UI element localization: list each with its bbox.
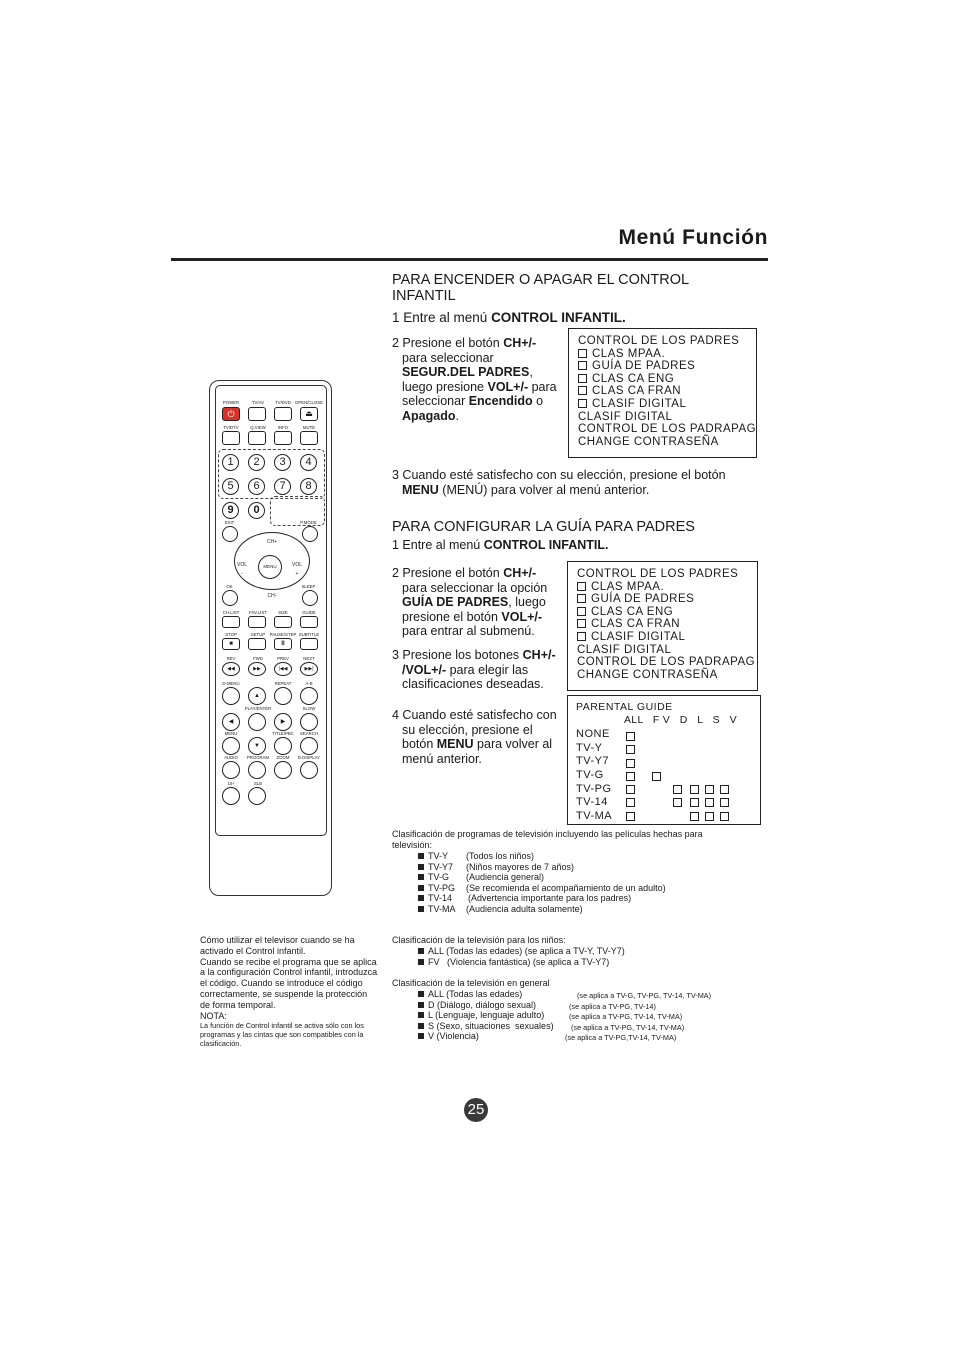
prev-button[interactable] <box>274 662 292 676</box>
title-rule <box>171 258 768 261</box>
key-label: PREV <box>277 656 289 661</box>
menu-item: CLAS CA ENG <box>577 606 757 619</box>
key-label: TITLE/PBC <box>272 731 294 736</box>
menu-item: CLASIF DIGITAL <box>578 410 673 423</box>
key-label: Q.VIEW <box>250 425 266 430</box>
rating-row-label: TV-G <box>576 769 604 781</box>
parental-control-menu-1 <box>568 328 757 458</box>
key-label: POWER <box>222 400 240 405</box>
remote-control <box>209 380 332 896</box>
list-item: ALL (Todas las edades) (se aplica a TV-Y, TV-Y7) <box>418 946 625 957</box>
d-menu-button[interactable] <box>222 687 240 705</box>
page-title: Menú Función <box>618 226 768 249</box>
key-label: SEARCH <box>300 731 318 736</box>
list-item-note: (se aplica a TV-PG, TV-14, TV-MA) <box>569 1012 683 1021</box>
slb-button[interactable] <box>248 787 266 805</box>
menu-item: CHANGE CONTRASEÑA <box>577 668 718 681</box>
key-label: NEXT <box>303 656 315 661</box>
setup-button[interactable] <box>248 638 266 650</box>
key-label: TV/AV <box>251 400 265 405</box>
list-item: ALL (Todas las edades) <box>418 989 522 1000</box>
menu-item: CLASIF DIGITAL <box>577 643 672 656</box>
key-label: SLOW <box>302 706 316 711</box>
list-item: TV-PG (Se recomienda el acompañamiento de un adulto) <box>418 883 666 894</box>
tv-av-button[interactable] <box>248 407 266 421</box>
tv-dtv-button[interactable] <box>222 431 240 445</box>
rating-checkbox <box>673 785 682 794</box>
digit-2-button[interactable]: 2 <box>248 454 265 471</box>
menu-item: CLAS CA FRAN <box>578 385 756 398</box>
sleep-button[interactable] <box>302 590 318 606</box>
rating-checkbox <box>626 798 635 807</box>
rating-checkbox <box>720 812 729 821</box>
key-label: FWD <box>253 656 263 661</box>
ten-plus-button[interactable] <box>222 787 240 805</box>
rating-checkbox <box>626 785 635 794</box>
arrow-left-icon: ◀ <box>228 719 234 725</box>
key-label: P.MODE <box>300 520 317 525</box>
key-label: OK <box>226 584 233 589</box>
list-item: L (Lenguaje, lenguaje adulto) <box>418 1010 544 1021</box>
parental-guide-columns: ALL F V D L S V <box>624 714 737 726</box>
section2-step4: 4 Cuando esté satisfecho con su elección, presione el botón MENU para volver al menú anterior. <box>392 708 557 766</box>
vol-down-button[interactable]: VOL <box>236 562 247 568</box>
rating-row-label: TV-MA <box>576 810 613 822</box>
next-button[interactable] <box>300 662 318 676</box>
rating-checkbox <box>690 798 699 807</box>
key-label: ZOOM <box>276 755 290 760</box>
list-item: TV-Y7 (Niños mayores de 7 años) <box>418 862 574 873</box>
ch-up-button[interactable]: CH+ <box>266 539 278 545</box>
digit-0-button[interactable]: 0 <box>248 502 265 519</box>
rating-checkbox <box>626 732 635 741</box>
section2-heading: PARA CONFIGURAR LA GUÍA PARA PADRES <box>392 519 695 535</box>
rating-checkbox <box>705 812 714 821</box>
key-label: FAV.LIST <box>249 610 267 615</box>
pause-icon: II <box>281 641 285 647</box>
rating-row-label: NONE <box>576 728 610 740</box>
rating-row-label: TV-Y <box>576 742 603 754</box>
key-label: PROGRAM <box>246 755 270 760</box>
right-button[interactable] <box>274 713 292 731</box>
up-button[interactable] <box>248 687 266 705</box>
rating-checkbox <box>690 785 699 794</box>
tv-dvd-button[interactable] <box>274 407 292 421</box>
menu-item: CLASIF DIGITAL <box>577 631 757 644</box>
key-label: REV <box>226 656 236 661</box>
key-label: PLAY/ENTER <box>244 706 272 711</box>
parental-guide-title: PARENTAL GUIDE <box>576 701 673 713</box>
vol-minus-mark: - <box>241 571 243 577</box>
menu-item: CLAS CA ENG <box>578 373 756 386</box>
subtitle-button[interactable] <box>300 638 318 650</box>
key-label: SETUP <box>250 632 266 637</box>
key-label: INFO <box>277 425 289 430</box>
arrow-down-icon: ▼ <box>254 743 260 749</box>
info-button[interactable] <box>274 431 292 445</box>
menu-item: CLAS MPAA. <box>578 348 756 361</box>
down-button[interactable] <box>248 737 266 755</box>
list-item: V (Violencia) <box>418 1031 479 1042</box>
open-close-button[interactable] <box>300 407 318 421</box>
key-label: TV/DTV <box>223 425 239 430</box>
section1-heading: PARA ENCENDER O APAGAR EL CONTROL INFANTIL <box>392 272 689 304</box>
section2-step1: 1 Entre al menú CONTROL INFANTIL. <box>392 538 609 552</box>
parental-control-menu-2 <box>567 561 758 691</box>
zoom-button[interactable] <box>274 761 292 779</box>
section1-step1: 1 Entre al menú CONTROL INFANTIL. <box>392 310 626 325</box>
digit-8-button[interactable]: 8 <box>300 478 317 495</box>
d-display-button[interactable] <box>300 761 318 779</box>
vol-plus-mark: + <box>295 571 299 577</box>
key-label: CH.LIST <box>222 610 240 615</box>
guide-button[interactable] <box>300 616 318 628</box>
rating-checkbox <box>626 812 635 821</box>
section2-step2: 2 Presione el botón CH+/- para seleccionar la opción GUÍA DE PADRES, luego presione el botón VOL+/- para entrar al submenú. <box>392 566 548 638</box>
mute-button[interactable] <box>300 431 318 445</box>
menu-item: CLAS CA FRAN <box>577 618 757 631</box>
key-label: AUDIO <box>224 755 238 760</box>
program-button[interactable] <box>248 761 266 779</box>
list-item: TV-14 (Advertencia importante para los padres) <box>418 893 631 904</box>
rating-checkbox <box>720 785 729 794</box>
fav-list-button[interactable] <box>248 616 266 628</box>
play-enter-button[interactable] <box>248 713 266 731</box>
a-b-button[interactable] <box>300 687 318 705</box>
menu-item: GUÍA DE PADRES <box>578 360 756 373</box>
digit-5-button[interactable]: 5 <box>222 478 239 495</box>
arrow-right-icon: ▶ <box>280 719 286 725</box>
rating-checkbox <box>720 798 729 807</box>
rating-row-label: TV-Y7 <box>576 755 610 767</box>
audio-button[interactable] <box>222 761 240 779</box>
rating-checkbox <box>690 812 699 821</box>
left-button[interactable] <box>222 713 240 731</box>
stop-icon: ■ <box>229 641 233 647</box>
digit-7-button[interactable]: 7 <box>274 478 291 495</box>
ok-button[interactable] <box>222 590 238 606</box>
key-label: GUIDE <box>302 610 316 615</box>
stop-button[interactable] <box>222 638 240 650</box>
key-label: 10+ <box>227 781 235 786</box>
parental-guide-grid <box>567 695 761 825</box>
search-button[interactable] <box>300 737 318 755</box>
menu-item: CLASIF DIGITAL <box>578 398 756 411</box>
ch-down-button[interactable]: CH- <box>267 593 277 599</box>
key-label: SUBTITLE <box>298 632 320 637</box>
key-label: MUTE <box>302 425 316 430</box>
menu-title: CONTROL DE LOS PADRES <box>577 568 739 580</box>
menu-item: CHANGE CONTRASEÑA <box>578 435 719 448</box>
rating-checkbox <box>626 772 635 781</box>
rewind-icon: ◀◀ <box>227 666 235 672</box>
rev-button[interactable] <box>222 662 240 676</box>
digit-9-button[interactable]: 9 <box>222 502 239 519</box>
digit-1-button[interactable]: 1 <box>222 454 239 471</box>
menu-item: CONTROL DE LOS PADRAPAG <box>577 656 756 669</box>
page-number: 25 <box>464 1098 488 1122</box>
list-item-note: (se aplica a TV-PG,TV-14, TV-MA) <box>565 1033 677 1042</box>
key-label: SLB <box>253 781 263 786</box>
pause-step-button[interactable] <box>274 638 292 650</box>
p-mode-button[interactable] <box>302 526 318 542</box>
key-label: OPEN/CLOSE <box>295 400 323 405</box>
key-label: EXIT <box>224 520 235 525</box>
key-label: TV/DVD <box>275 400 291 405</box>
list-item: TV-Y (Todos los niños) <box>418 851 534 862</box>
rating-checkbox <box>673 798 682 807</box>
list-item-note: (se aplica a TV-PG, TV-14) <box>569 1001 656 1011</box>
ratings-tv-intro: Clasificación de programas de televisión incluyendo las películas hechas para televisión: <box>392 829 703 850</box>
list-item: D (Diálogo, diálogo sexual) <box>418 1000 536 1011</box>
power-icon: ⏻ <box>227 409 235 419</box>
section1-step2: 2 Presione el botón CH+/- para seleccionar SEGUR.DEL PADRES, luego presione VOL+/- para seleccionar Encendido o Apagado. <box>392 336 557 423</box>
list-item: FV (Violencia fantástica) (se aplica a TV-Y7) <box>418 957 609 968</box>
key-label: REPEAT <box>274 681 292 686</box>
arrow-up-icon: ▲ <box>254 693 260 699</box>
rating-checkbox <box>705 798 714 807</box>
ratings-general-intro: Clasificación de la televisión en general <box>392 978 550 988</box>
key-label: D-MENU <box>222 681 240 686</box>
rating-checkbox <box>626 745 635 754</box>
ratings-kids-list <box>418 946 718 970</box>
title-pbc-button[interactable] <box>274 737 292 755</box>
list-item: TV-G (Audiencia general) <box>418 872 544 883</box>
digit-4-button[interactable]: 4 <box>300 454 317 471</box>
ratings-kids-intro: Clasificación de la televisión para los niños: <box>392 935 566 945</box>
list-item: S (Sexo, situaciones sexuales) <box>418 1021 554 1032</box>
list-item-note: (se aplica a TV-G, TV-PG, TV-14, TV-MA) <box>577 991 712 1000</box>
eject-icon: ⏏ <box>305 409 313 418</box>
rating-row-label: TV-14 <box>576 796 608 808</box>
digit-6-button[interactable]: 6 <box>248 478 265 495</box>
side-note: Cómo utilizar el televisor cuando se ha activado el Control infantil. Cuando se recibe el programa que se aplica a la configuración Control infantil, introduzca el código. Cuando se introduce el código correctamente, se suspende la protección de forma temporal. NOTA: La función de Control infantil se activa sólo con los programas y las cintas que son compatibles con la clasificación. <box>200 935 378 1049</box>
q-view-button[interactable] <box>248 431 266 445</box>
next-icon: ▶▶| <box>304 666 314 672</box>
ratings-general-list <box>418 989 748 1045</box>
vol-up-button[interactable]: VOL <box>291 562 302 568</box>
ch-list-button[interactable] <box>222 616 240 628</box>
menu-center-button[interactable]: MENU <box>258 555 282 579</box>
key-label: SLEEP <box>301 584 316 589</box>
slow-button[interactable] <box>300 713 318 731</box>
digit-3-button[interactable]: 3 <box>274 454 291 471</box>
power-button[interactable] <box>222 407 240 421</box>
section1-step3: 3 Cuando esté satisfecho con su elección, presione el botón MENU (MENÚ) para volver al menú anterior. <box>392 468 726 497</box>
ratings-tv-list <box>418 851 718 917</box>
list-item: TV-MA (Audiencia adulta solamente) <box>418 904 583 915</box>
menu-item: CONTROL DE LOS PADRAPAG <box>578 423 757 436</box>
repeat-button[interactable] <box>274 687 292 705</box>
key-label: PAUSE/STEP <box>269 632 297 637</box>
menu-item: GUÍA DE PADRES <box>577 593 757 606</box>
fwd-button[interactable] <box>248 662 266 676</box>
key-label: MENU <box>224 731 238 736</box>
rating-checkbox <box>652 772 661 781</box>
rating-row-label: TV-PG <box>576 783 612 795</box>
key-label: STOP <box>225 632 237 637</box>
menu-button[interactable] <box>222 737 240 755</box>
size-button[interactable] <box>274 616 292 628</box>
rating-checkbox <box>705 785 714 794</box>
fast-forward-icon: ▶▶ <box>253 666 261 672</box>
menu-title: CONTROL DE LOS PADRES <box>578 335 740 347</box>
section2-step3: 3 Presione los botones CH+/- /VOL+/- para elegir las clasificaciones deseadas. <box>392 648 556 691</box>
key-label: D.DISPLAY <box>297 755 321 760</box>
key-label: SIZE <box>278 610 288 615</box>
exit-button[interactable] <box>222 526 238 542</box>
list-item-note: (se aplica a TV-PG, TV-14, TV-MA) <box>571 1022 685 1032</box>
rating-checkbox <box>626 759 635 768</box>
menu-item: CLAS MPAA. <box>577 581 757 594</box>
previous-icon: |◀◀ <box>278 666 288 672</box>
key-label: A-B <box>305 681 313 686</box>
